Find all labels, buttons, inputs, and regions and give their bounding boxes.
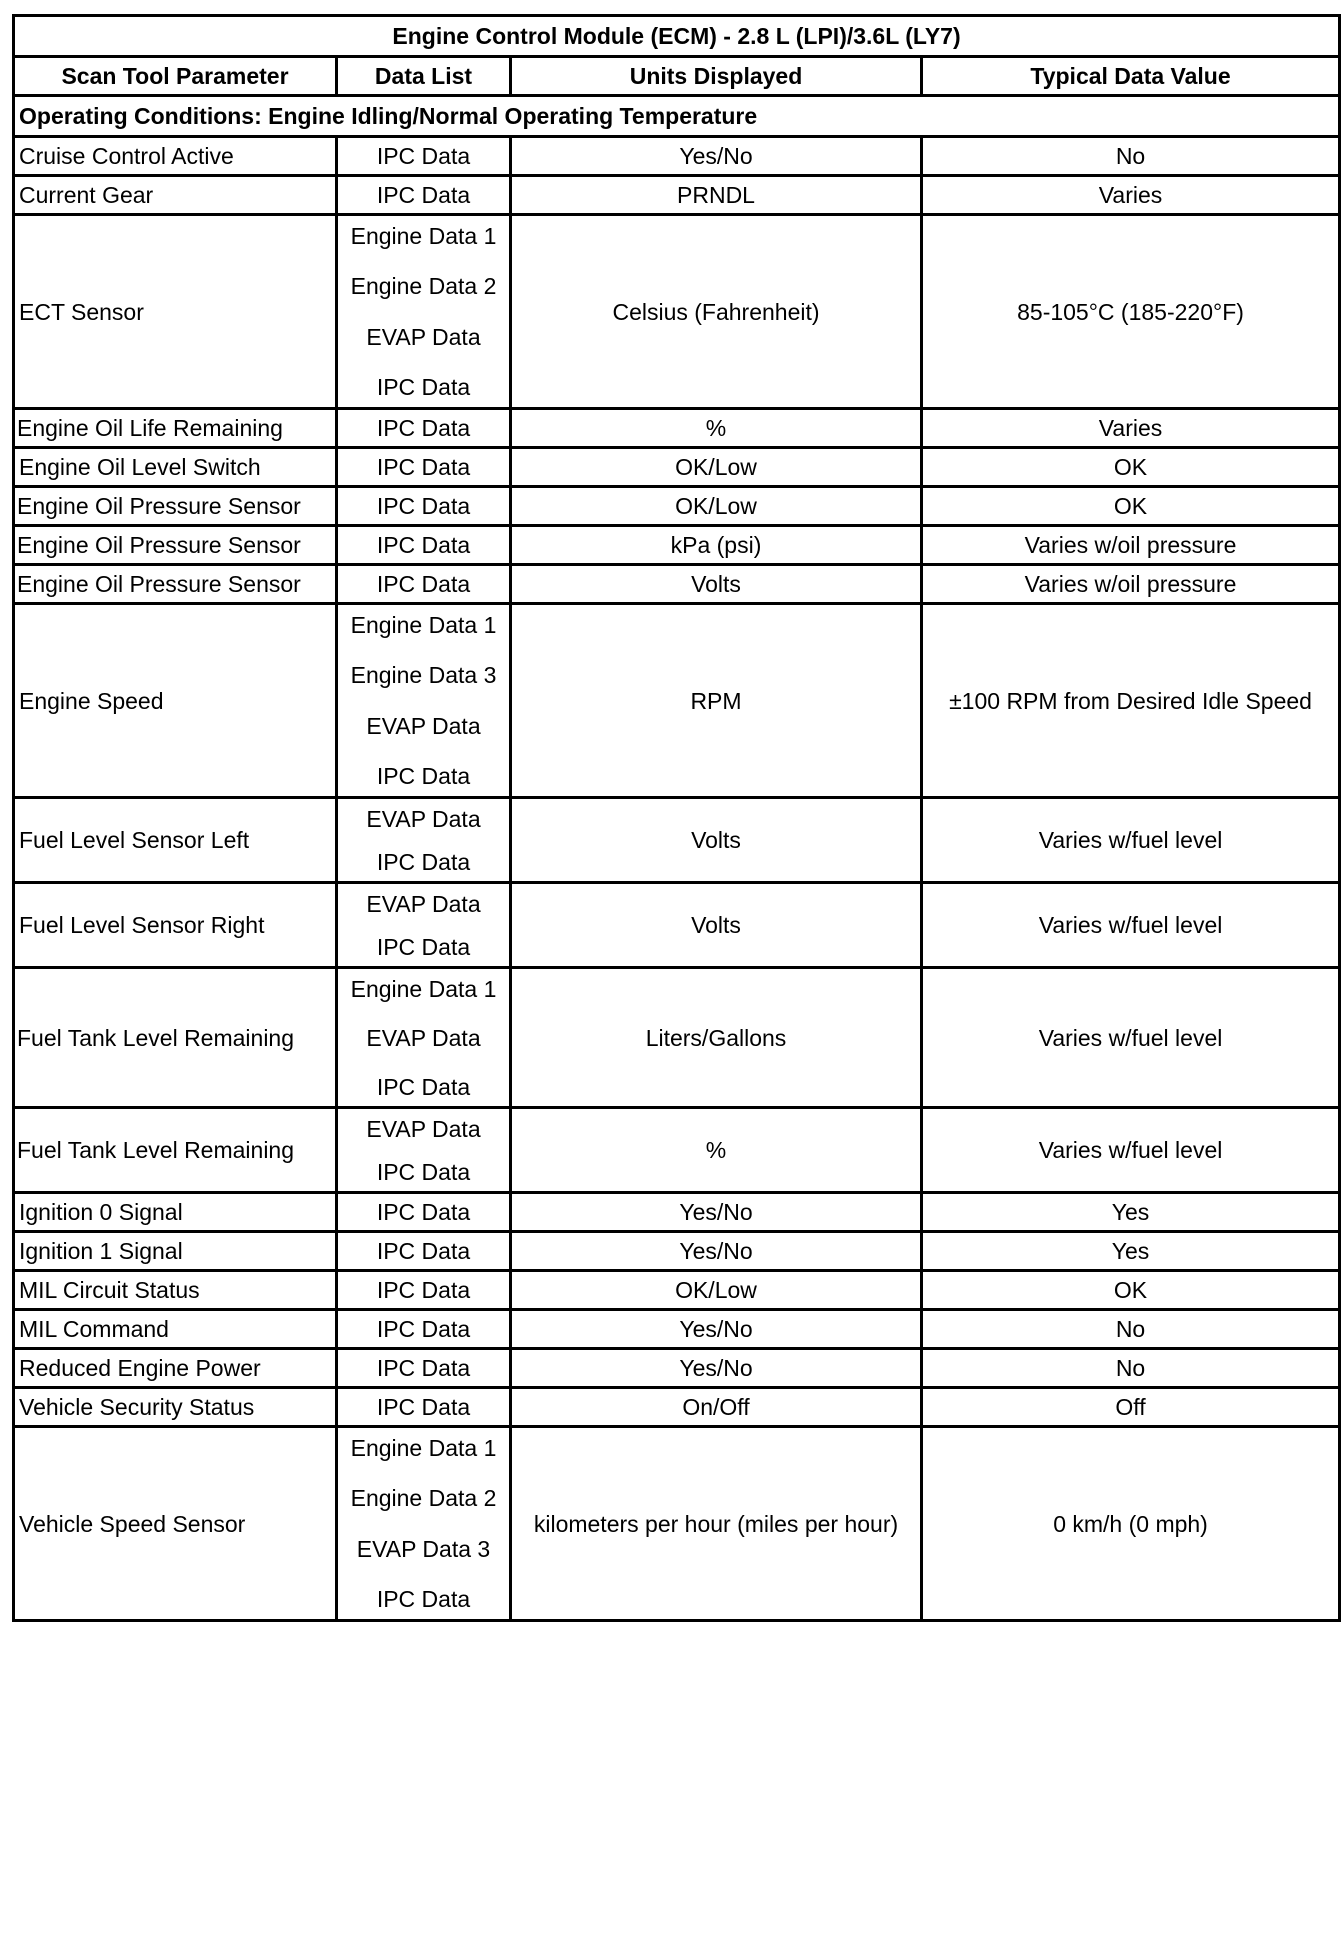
typical-data-value-cell: Varies w/fuel level <box>922 968 1340 1108</box>
typical-data-value-cell: Varies <box>922 409 1340 448</box>
typical-data-value-cell: No <box>922 1349 1340 1388</box>
units-displayed-cell: Liters/Gallons <box>511 968 922 1108</box>
data-list-entry: IPC Data <box>376 848 471 875</box>
data-list-entries <box>340 889 507 962</box>
scan-tool-parameter-cell: MIL Command <box>14 1310 337 1349</box>
units-displayed-cell: RPM <box>511 604 922 798</box>
scan-tool-parameter-cell: Ignition 1 Signal <box>14 1232 337 1271</box>
units-displayed-cell: OK/Low <box>511 1271 922 1310</box>
scan-tool-parameter-cell: Current Gear <box>14 176 337 215</box>
typical-data-value-cell: No <box>922 137 1340 176</box>
table-row <box>14 1232 1340 1271</box>
units-displayed-cell: % <box>511 409 922 448</box>
data-list-cell <box>337 604 511 798</box>
scan-tool-parameter-cell: Engine Speed <box>14 604 337 798</box>
data-list-entry: Engine Data 3 <box>350 662 497 689</box>
table-row <box>14 565 1340 604</box>
units-displayed-cell: Yes/No <box>511 1310 922 1349</box>
units-displayed-cell: PRNDL <box>511 176 922 215</box>
data-list-entry: IPC Data <box>376 1073 471 1100</box>
data-list-cell: IPC Data <box>337 1349 511 1388</box>
table-row <box>14 526 1340 565</box>
data-list-entry: IPC Data <box>376 1158 471 1185</box>
units-displayed-cell: Volts <box>511 565 922 604</box>
data-list-entry: Engine Data 1 <box>350 975 497 1002</box>
data-list-cell: IPC Data <box>337 526 511 565</box>
table-row <box>14 1349 1340 1388</box>
data-list-cell: IPC Data <box>337 487 511 526</box>
scan-tool-parameter-cell: Fuel Level Sensor Left <box>14 798 337 883</box>
data-list-cell: IPC Data <box>337 565 511 604</box>
data-list-entry: IPC Data <box>376 933 471 960</box>
scan-tool-parameter-cell: Engine Oil Pressure Sensor <box>14 487 337 526</box>
data-list-cell <box>337 883 511 968</box>
data-list-entry: EVAP Data <box>366 1024 481 1051</box>
ecm-data-table <box>12 14 1341 1622</box>
typical-data-value-cell: OK <box>922 487 1340 526</box>
data-list-entry: EVAP Data <box>366 890 481 917</box>
scan-tool-parameter-cell: Engine Oil Level Switch <box>14 448 337 487</box>
scan-tool-parameter-cell: Fuel Level Sensor Right <box>14 883 337 968</box>
data-list-cell: IPC Data <box>337 176 511 215</box>
data-list-entry: IPC Data <box>376 763 471 790</box>
data-list-entry: Engine Data 1 <box>350 222 497 249</box>
table-title: Engine Control Module (ECM) - 2.8 L (LPI)/3.6L (LY7) <box>14 16 1340 57</box>
typical-data-value-cell: Varies w/oil pressure <box>922 565 1340 604</box>
data-list-entry: EVAP Data <box>366 323 481 350</box>
scan-tool-parameter-cell: Vehicle Speed Sensor <box>14 1427 337 1621</box>
table-row <box>14 883 1340 968</box>
table-header-row <box>14 57 1340 96</box>
data-list-entry: IPC Data <box>376 374 471 401</box>
units-displayed-cell: On/Off <box>511 1388 922 1427</box>
data-list-cell: IPC Data <box>337 1232 511 1271</box>
data-list-cell: IPC Data <box>337 1271 511 1310</box>
units-displayed-cell: Yes/No <box>511 1349 922 1388</box>
table-row <box>14 1427 1340 1621</box>
typical-data-value-cell: OK <box>922 448 1340 487</box>
operating-conditions: Operating Conditions: Engine Idling/Normal Operating Temperature <box>14 96 1340 137</box>
data-list-cell: IPC Data <box>337 1388 511 1427</box>
scan-tool-parameter-cell: Ignition 0 Signal <box>14 1193 337 1232</box>
data-list-cell <box>337 798 511 883</box>
table-row <box>14 604 1340 798</box>
table-row <box>14 487 1340 526</box>
typical-data-value-cell: 0 km/h (0 mph) <box>922 1427 1340 1621</box>
typical-data-value-cell: Varies w/fuel level <box>922 798 1340 883</box>
scan-tool-parameter-cell: Cruise Control Active <box>14 137 337 176</box>
units-displayed-cell: OK/Low <box>511 487 922 526</box>
data-list-entries <box>340 1433 507 1615</box>
data-list-cell <box>337 1108 511 1193</box>
scan-tool-parameter-cell: ECT Sensor <box>14 215 337 409</box>
typical-data-value-cell: Varies <box>922 176 1340 215</box>
data-list-entry: Engine Data 2 <box>350 273 497 300</box>
units-displayed-cell: OK/Low <box>511 448 922 487</box>
table-body <box>14 96 1340 1621</box>
scan-tool-parameter-cell: Engine Oil Pressure Sensor <box>14 565 337 604</box>
scan-tool-parameter-cell: Engine Oil Pressure Sensor <box>14 526 337 565</box>
data-list-entries <box>340 804 507 877</box>
header-scan-tool-parameter: Scan Tool Parameter <box>14 57 337 96</box>
data-list-cell: IPC Data <box>337 448 511 487</box>
data-list-entry: EVAP Data <box>366 805 481 832</box>
header-typical-data-value: Typical Data Value <box>922 57 1340 96</box>
typical-data-value-cell: 85-105°C (185-220°F) <box>922 215 1340 409</box>
ecm-data-table-wrapper <box>12 14 1338 1622</box>
data-list-entry: EVAP Data <box>366 1115 481 1142</box>
scan-tool-parameter-cell: Vehicle Security Status <box>14 1388 337 1427</box>
units-displayed-cell: Volts <box>511 798 922 883</box>
table-row <box>14 1388 1340 1427</box>
scan-tool-parameter-cell: Fuel Tank Level Remaining <box>14 968 337 1108</box>
typical-data-value-cell: Yes <box>922 1193 1340 1232</box>
data-list-entry: Engine Data 2 <box>350 1485 497 1512</box>
table-row <box>14 409 1340 448</box>
table-row <box>14 798 1340 883</box>
data-list-entry: Engine Data 1 <box>350 611 497 638</box>
typical-data-value-cell: Yes <box>922 1232 1340 1271</box>
table-row <box>14 1108 1340 1193</box>
data-list-entry: Engine Data 1 <box>350 1434 497 1461</box>
scan-tool-parameter-cell: Engine Oil Life Remaining <box>14 409 337 448</box>
units-displayed-cell: Celsius (Fahrenheit) <box>511 215 922 409</box>
typical-data-value-cell: Varies w/fuel level <box>922 1108 1340 1193</box>
data-list-entries <box>340 974 507 1102</box>
scan-tool-parameter-cell: MIL Circuit Status <box>14 1271 337 1310</box>
data-list-cell: IPC Data <box>337 409 511 448</box>
typical-data-value-cell: OK <box>922 1271 1340 1310</box>
operating-conditions-row <box>14 96 1340 137</box>
data-list-entries <box>340 610 507 792</box>
table-row <box>14 176 1340 215</box>
typical-data-value-cell: Varies w/fuel level <box>922 883 1340 968</box>
table-row <box>14 137 1340 176</box>
header-data-list: Data List <box>337 57 511 96</box>
typical-data-value-cell: Off <box>922 1388 1340 1427</box>
table-row <box>14 1193 1340 1232</box>
data-list-cell: IPC Data <box>337 1310 511 1349</box>
typical-data-value-cell: ±100 RPM from Desired Idle Speed <box>922 604 1340 798</box>
data-list-entries <box>340 1114 507 1187</box>
units-displayed-cell: % <box>511 1108 922 1193</box>
typical-data-value-cell: Varies w/oil pressure <box>922 526 1340 565</box>
header-units-displayed: Units Displayed <box>511 57 922 96</box>
table-row <box>14 448 1340 487</box>
units-displayed-cell: Yes/No <box>511 137 922 176</box>
units-displayed-cell: kPa (psi) <box>511 526 922 565</box>
data-list-entry: IPC Data <box>376 1586 471 1613</box>
data-list-entry: EVAP Data <box>366 712 481 739</box>
data-list-entries <box>340 221 507 403</box>
table-row <box>14 968 1340 1108</box>
data-list-cell: IPC Data <box>337 137 511 176</box>
units-displayed-cell: Yes/No <box>511 1193 922 1232</box>
units-displayed-cell: Yes/No <box>511 1232 922 1271</box>
typical-data-value-cell: No <box>922 1310 1340 1349</box>
table-row <box>14 215 1340 409</box>
units-displayed-cell: Volts <box>511 883 922 968</box>
table-row <box>14 1271 1340 1310</box>
data-list-entry: EVAP Data 3 <box>356 1535 491 1562</box>
table-row <box>14 1310 1340 1349</box>
data-list-cell <box>337 1427 511 1621</box>
units-displayed-cell: kilometers per hour (miles per hour) <box>511 1427 922 1621</box>
data-list-cell <box>337 215 511 409</box>
scan-tool-parameter-cell: Fuel Tank Level Remaining <box>14 1108 337 1193</box>
data-list-cell: IPC Data <box>337 1193 511 1232</box>
table-title-row <box>14 16 1340 57</box>
scan-tool-parameter-cell: Reduced Engine Power <box>14 1349 337 1388</box>
data-list-cell <box>337 968 511 1108</box>
